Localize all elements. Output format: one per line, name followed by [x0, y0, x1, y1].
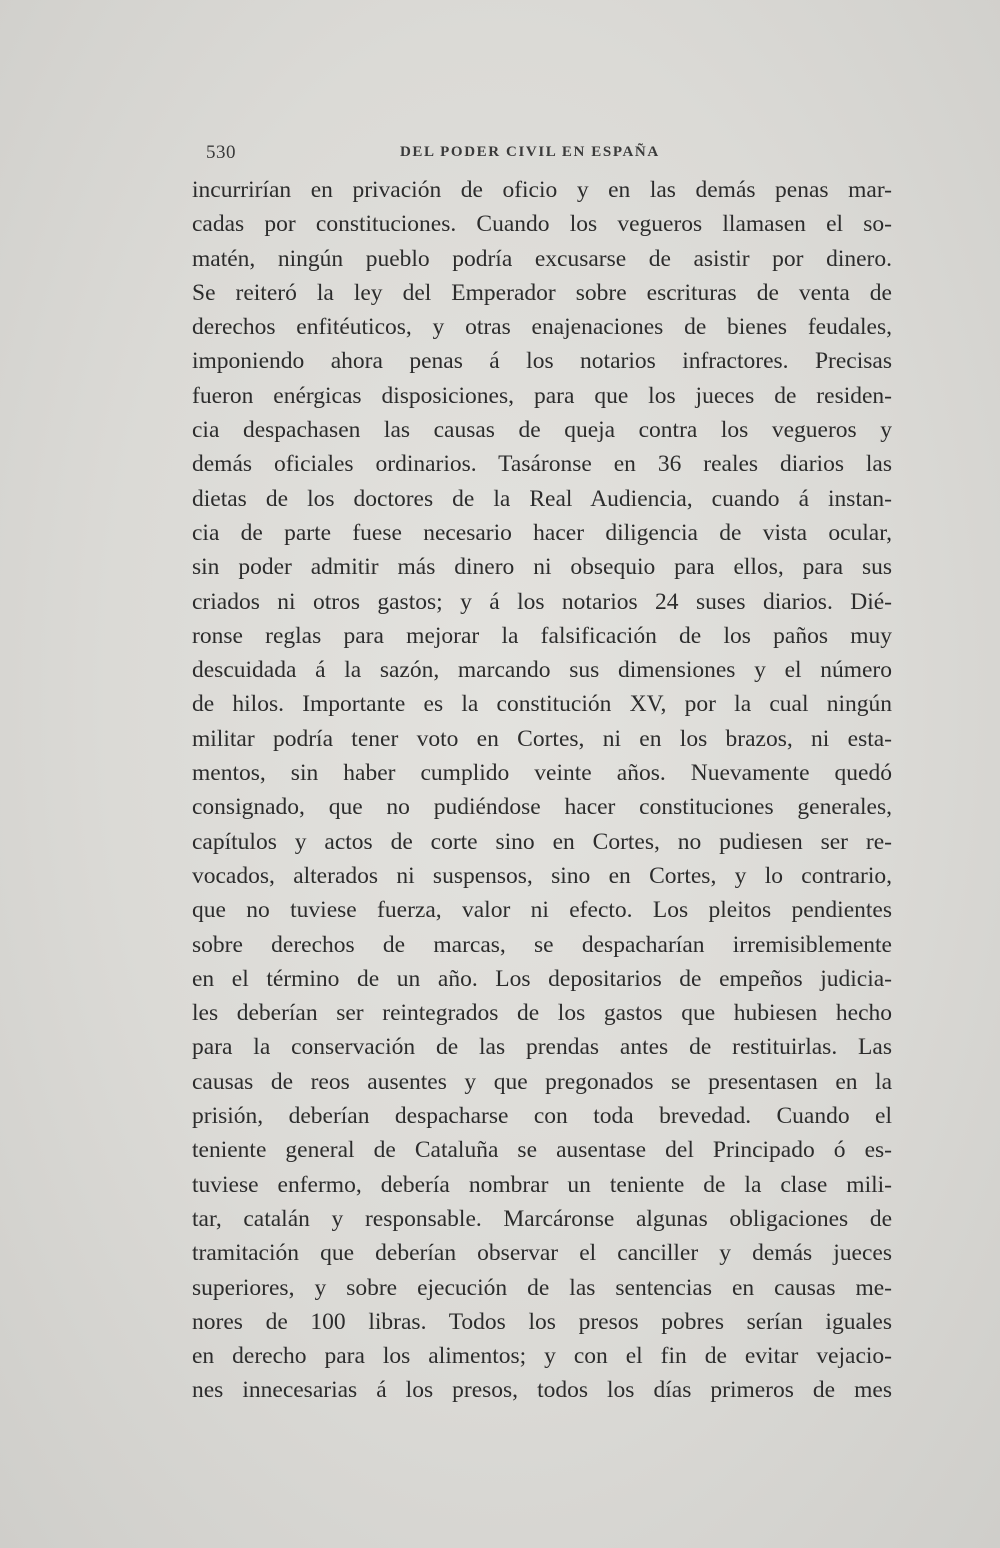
text-line: causas de reos ausentes y que pregonados se presentasen en la [192, 1068, 892, 1095]
text-line: nes innecesarias á los presos, todos los días primeros de mes [192, 1377, 892, 1404]
running-title: DEL PODER CIVIL EN ESPAÑA [400, 144, 660, 160]
text-line: capítulos y actos de corte sino en Cortes, no pudiesen ser re- [192, 828, 892, 855]
running-head [192, 142, 892, 166]
text-line: para la conservación de las prendas antes de restituirlas. Las [192, 1034, 892, 1061]
text-line: cia despachasen las causas de queja contra los vegueros y [192, 417, 892, 444]
text-line: mentos, sin haber cumplido veinte años. Nuevamente quedó [192, 760, 892, 787]
text-line: ronse reglas para mejorar la falsificación de los paños muy [192, 622, 892, 649]
text-line: incurrirían en privación de oficio y en las demás penas mar- [192, 177, 892, 203]
text-line: dietas de los doctores de la Real Audiencia, cuando á instan- [192, 485, 892, 512]
text-line: en derecho para los alimentos; y con el fin de evitar vejacio- [192, 1343, 892, 1370]
text-line: tuviese enfermo, debería nombrar un teniente de la clase mili- [192, 1171, 892, 1198]
text-line: que no tuviese fuerza, valor ni efecto. Los pleitos pendientes [192, 897, 892, 924]
text-line: consignado, que no pudiéndose hacer constituciones generales, [192, 794, 892, 821]
text-line: tramitación que deberían observar el canciller y demás jueces [192, 1240, 892, 1267]
text-line: fueron enérgicas disposiciones, para que los jueces de residen- [192, 382, 892, 409]
text-line: matén, ningún pueblo podría excusarse de asistir por dinero. [192, 245, 892, 272]
text-line: descuidada á la sazón, marcando sus dimensiones y el número [192, 657, 892, 684]
text-line: cia de parte fuese necesario hacer diligencia de vista ocular, [192, 519, 892, 546]
text-line: cadas por constituciones. Cuando los vegueros llamasen el so- [192, 211, 892, 238]
text-line: teniente general de Cataluña se ausentase del Principado ó es- [192, 1137, 892, 1164]
text-line: imponiendo ahora penas á los notarios infractores. Precisas [192, 348, 892, 375]
body-text [192, 173, 892, 1408]
text-line: de hilos. Importante es la constitución XV, por la cual ningún [192, 691, 892, 718]
text-line: sin poder admitir más dinero ni obsequio para ellos, para sus [192, 554, 892, 581]
text-line: vocados, alterados ni suspensos, sino en Cortes, y lo contrario, [192, 862, 892, 889]
text-line: criados ni otros gastos; y á los notarios 24 suses diarios. Dié- [192, 588, 892, 615]
text-line: demás oficiales ordinarios. Tasáronse en 36 reales diarios las [192, 451, 892, 478]
text-line: militar podría tener voto en Cortes, ni en los brazos, ni esta- [192, 725, 892, 752]
text-line: Se reiteró la ley del Emperador sobre escrituras de venta de [192, 279, 892, 306]
page-number: 530 [206, 142, 236, 163]
text-line: prisión, deberían despacharse con toda brevedad. Cuando el [192, 1103, 892, 1130]
text-line: les deberían ser reintegrados de los gastos que hubiesen hecho [192, 1000, 892, 1027]
text-line: nores de 100 libras. Todos los presos pobres serían iguales [192, 1308, 892, 1335]
text-line: en el término de un año. Los depositarios de empeños judicia- [192, 965, 892, 992]
text-line: sobre derechos de marcas, se despacharían irremisiblemente [192, 931, 892, 958]
text-line: derechos enfitéuticos, y otras enajenaciones de bienes feudales, [192, 314, 892, 341]
text-line: tar, catalán y responsable. Marcáronse algunas obligaciones de [192, 1205, 892, 1232]
text-line: superiores, y sobre ejecución de las sentencias en causas me- [192, 1274, 892, 1301]
